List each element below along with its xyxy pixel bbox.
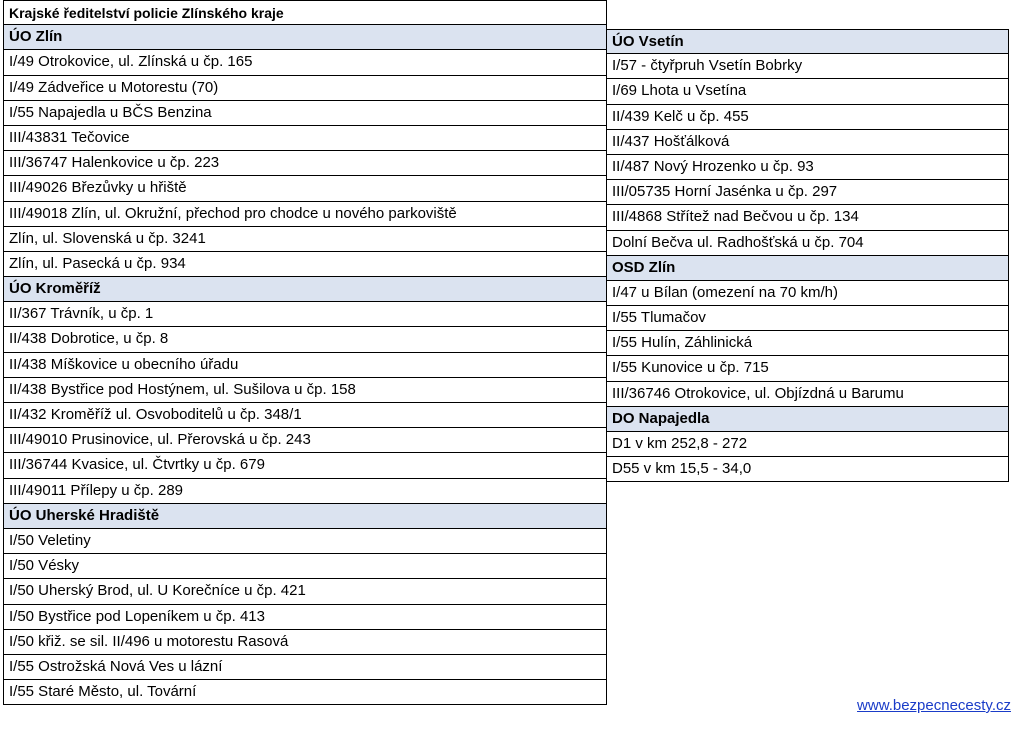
location-row: I/55 Tlumačov: [607, 306, 1009, 331]
section-header: ÚO Kroměříž: [3, 277, 607, 302]
location-row: III/05735 Horní Jasénka u čp. 297: [607, 180, 1009, 205]
location-row: III/49018 Zlín, ul. Okružní, přechod pro chodce u nového parkoviště: [3, 202, 607, 227]
location-row: I/50 Veletiny: [3, 529, 607, 554]
website-link[interactable]: www.bezpecnecesty.cz: [857, 697, 1011, 714]
location-row: D1 v km 252,8 - 272: [607, 432, 1009, 457]
page-title: Krajské ředitelství policie Zlínského kraje: [3, 0, 607, 25]
location-row: II/487 Nový Hrozenko u čp. 93: [607, 155, 1009, 180]
location-row: I/55 Staré Město, ul. Tovární: [3, 680, 607, 705]
location-row: Dolní Bečva ul. Radhošťská u čp. 704: [607, 231, 1009, 256]
section-header: ÚO Uherské Hradiště: [3, 504, 607, 529]
location-row: I/50 Uherský Brod, ul. U Korečníce u čp. 421: [3, 579, 607, 604]
location-row: III/36747 Halenkovice u čp. 223: [3, 151, 607, 176]
section-header: ÚO Zlín: [3, 25, 607, 50]
location-row: II/367 Trávník, u čp. 1: [3, 302, 607, 327]
location-row: II/432 Kroměříž ul. Osvoboditelů u čp. 348/1: [3, 403, 607, 428]
location-row: II/438 Bystřice pod Hostýnem, ul. Sušilova u čp. 158: [3, 378, 607, 403]
location-row: III/49011 Přílepy u čp. 289: [3, 479, 607, 504]
location-row: D55 v km 15,5 - 34,0: [607, 457, 1009, 482]
location-row: I/55 Ostrožská Nová Ves u lázní: [3, 655, 607, 680]
location-row: I/55 Hulín, Záhlinická: [607, 331, 1009, 356]
location-row: I/50 křiž. se sil. II/496 u motorestu Rasová: [3, 630, 607, 655]
location-row: III/36744 Kvasice, ul. Čtvrtky u čp. 679: [3, 453, 607, 478]
location-row: Zlín, ul. Pasecká u čp. 934: [3, 252, 607, 277]
location-row: I/69 Lhota u Vsetína: [607, 79, 1009, 104]
location-row: III/49010 Prusinovice, ul. Přerovská u čp. 243: [3, 428, 607, 453]
location-row: III/43831 Tečovice: [3, 126, 607, 151]
location-row: II/437 Hošťálková: [607, 130, 1009, 155]
right-column: [607, 29, 1009, 482]
location-row: II/439 Kelč u čp. 455: [607, 105, 1009, 130]
location-row: Zlín, ul. Slovenská u čp. 3241: [3, 227, 607, 252]
location-row: III/36746 Otrokovice, ul. Objízdná u Barumu: [607, 382, 1009, 407]
section-header: DO Napajedla: [607, 407, 1009, 432]
location-row: II/438 Míškovice u obecního úřadu: [3, 353, 607, 378]
location-row: I/49 Otrokovice, ul. Zlínská u čp. 165: [3, 50, 607, 75]
left-column: [3, 0, 607, 705]
location-row: I/50 Vésky: [3, 554, 607, 579]
location-row: I/47 u Bílan (omezení na 70 km/h): [607, 281, 1009, 306]
section-header: OSD Zlín: [607, 256, 1009, 281]
location-row: III/4868 Střítež nad Bečvou u čp. 134: [607, 205, 1009, 230]
location-row: III/49026 Březůvky u hřiště: [3, 176, 607, 201]
location-row: II/438 Dobrotice, u čp. 8: [3, 327, 607, 352]
location-row: I/55 Kunovice u čp. 715: [607, 356, 1009, 381]
location-row: I/49 Zádveřice u Motorestu (70): [3, 76, 607, 101]
location-row: I/50 Bystřice pod Lopeníkem u čp. 413: [3, 605, 607, 630]
section-header: ÚO Vsetín: [607, 29, 1009, 54]
location-row: I/57 - čtyřpruh Vsetín Bobrky: [607, 54, 1009, 79]
location-row: I/55 Napajedla u BČS Benzina: [3, 101, 607, 126]
